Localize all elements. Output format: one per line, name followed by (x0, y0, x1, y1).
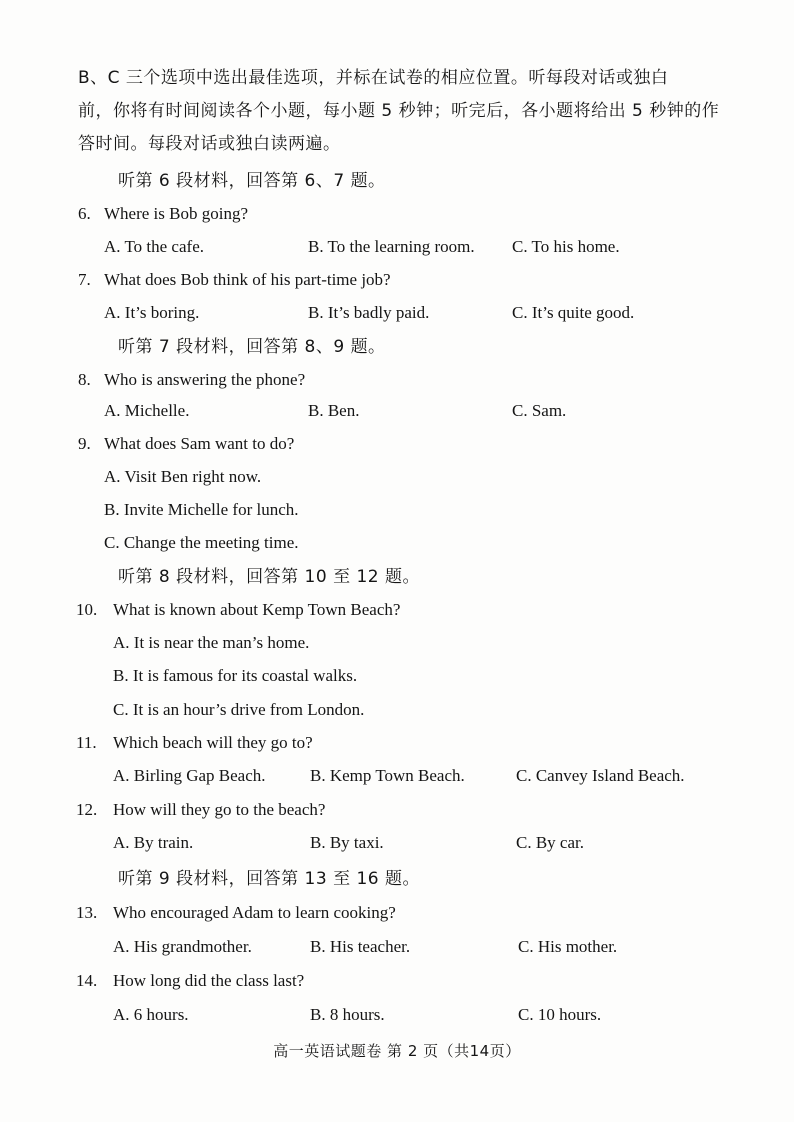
section-heading-text: 听第 6 段材料，回答第 6、7 题。 (118, 171, 386, 191)
question-text: Which beach will they go to? (113, 733, 313, 752)
question-10-option-c (0, 697, 794, 723)
question-number: 10. (76, 600, 98, 619)
question-9-option-c (0, 530, 794, 556)
page-footer: 高一英语试题卷 第 2 页（共14页） (273, 1042, 521, 1060)
question-text: Who is answering the phone? (104, 370, 306, 389)
question-11 (0, 730, 794, 756)
option-a: A. 6 hours. (113, 1005, 189, 1024)
option-c: C. To his home. (512, 237, 620, 256)
question-number: 6. (78, 204, 91, 223)
section-heading-text: 听第 8 段材料，回答第 10 至 12 题。 (118, 567, 421, 587)
question-7-options (0, 300, 794, 326)
question-number: 11. (76, 733, 97, 752)
section-heading (0, 168, 794, 194)
question-12 (0, 797, 794, 823)
question-9-option-a (0, 464, 794, 490)
option-c: C. 10 hours. (518, 1005, 602, 1024)
option-a: A. His grandmother. (113, 937, 252, 956)
option-b: B. Ben. (308, 401, 360, 420)
question-number: 8. (78, 370, 91, 389)
section-heading (0, 866, 794, 892)
question-text: Who encouraged Adam to learn cooking? (113, 903, 396, 922)
option-a: A. Birling Gap Beach. (113, 766, 266, 785)
option-c: C. It’s quite good. (512, 303, 635, 322)
option-b: B. To the learning room. (308, 237, 475, 256)
option-a: A. By train. (113, 833, 194, 852)
option-a: A. Visit Ben right now. (104, 467, 262, 486)
question-text: Where is Bob going? (104, 204, 248, 223)
section-heading-text: 听第 9 段材料，回答第 13 至 16 题。 (118, 869, 421, 889)
question-number: 12. (76, 800, 98, 819)
question-text: What is known about Kemp Town Beach? (113, 600, 401, 619)
instruction-line-3: 答时间。每段对话或独白读两遍。 (78, 134, 341, 154)
option-c: C. Canvey Island Beach. (516, 766, 685, 785)
option-c: C. His mother. (518, 937, 618, 956)
question-8 (0, 367, 794, 393)
question-8-options (0, 398, 794, 424)
option-a: A. It is near the man’s home. (113, 633, 310, 652)
section-heading-text: 听第 7 段材料，回答第 8、9 题。 (118, 337, 386, 357)
question-10-option-a (0, 630, 794, 656)
option-b: B. It is famous for its coastal walks. (113, 666, 358, 685)
option-c: C. It is an hour’s drive from London. (113, 700, 365, 719)
question-number: 7. (78, 270, 91, 289)
question-text: What does Sam want to do? (104, 434, 295, 453)
question-10 (0, 597, 794, 623)
section-heading (0, 564, 794, 590)
option-b: B. Kemp Town Beach. (310, 766, 465, 785)
question-text: What does Bob think of his part-time job? (104, 270, 391, 289)
question-9-option-b (0, 497, 794, 523)
question-9 (0, 431, 794, 457)
section-heading (0, 334, 794, 360)
option-c: C. Change the meeting time. (104, 533, 299, 552)
question-number: 13. (76, 903, 98, 922)
question-14 (0, 968, 794, 994)
option-b: B. By taxi. (310, 833, 384, 852)
question-12-options (0, 830, 794, 856)
question-10-option-b (0, 663, 794, 689)
option-a: A. It’s boring. (104, 303, 200, 322)
question-13 (0, 900, 794, 926)
instruction-line-1: B、C 三个选项中选出最佳选项，并标在试卷的相应位置。听每段对话或独白 (78, 68, 669, 88)
option-c: C. Sam. (512, 401, 567, 420)
instruction-line-2: 前，你将有时间阅读各个小题，每小题 5 秒钟；听完后，各小题将给出 5 秒钟的作 (78, 101, 720, 121)
question-text: How will they go to the beach? (113, 800, 326, 819)
question-6 (0, 201, 794, 227)
option-b: B. 8 hours. (310, 1005, 385, 1024)
question-11-options (0, 763, 794, 789)
question-number: 9. (78, 434, 91, 453)
question-13-options (0, 934, 794, 960)
option-a: A. To the cafe. (104, 237, 204, 256)
question-6-options (0, 234, 794, 260)
option-b: B. His teacher. (310, 937, 411, 956)
question-7 (0, 267, 794, 293)
instructions (78, 62, 738, 161)
option-c: C. By car. (516, 833, 584, 852)
option-b: B. It’s badly paid. (308, 303, 430, 322)
option-a: A. Michelle. (104, 401, 190, 420)
question-number: 14. (76, 971, 98, 990)
option-b: B. Invite Michelle for lunch. (104, 500, 299, 519)
question-14-options (0, 1002, 794, 1028)
question-text: How long did the class last? (113, 971, 305, 990)
